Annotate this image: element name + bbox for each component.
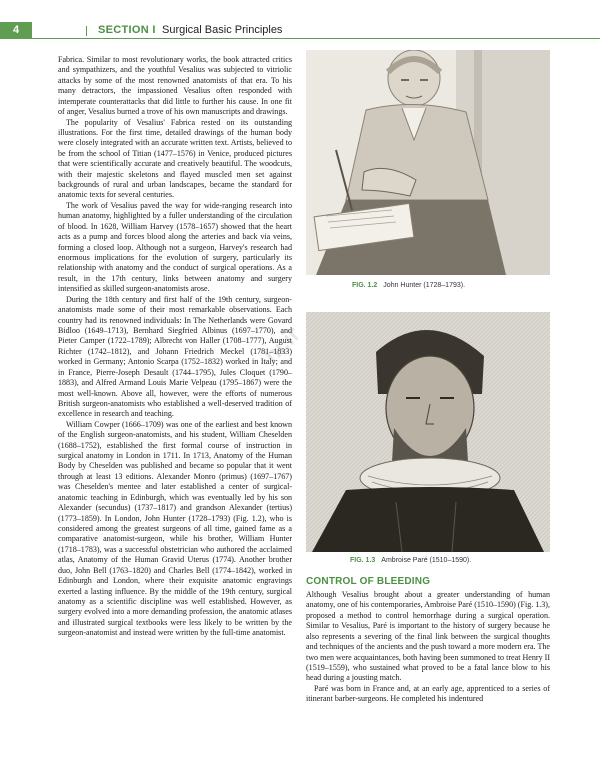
- figure-label: FIG. 1.3: [350, 557, 376, 564]
- figure-label: FIG. 1.2: [352, 282, 378, 289]
- paragraph: The popularity of Vesalius' Fabrica rested on its outstanding illustrations. For the first time, detailed drawings of the human body were closely integrated with an accurate written text. Artists, believed to be from the school of Titian (1477–1576) in Venice, produced pictures that were scientifically accurate and creatively beautiful. The woodcuts, with their majestic skeletons and flayed muscled men set against backgrounds of rural and urban landscapes, became the standard for anatomic texts for several centuries.: [58, 117, 292, 200]
- paragraph: William Cowper (1666–1709) was one of the earliest and best known of the English surgeon-anatomists, and his student, William Cheselden (1688–1752), established the first formal course of instruction in surgical anatomy in London in 1711. In 1713, Anatomy of the Human Body by Cheselden was published and became so popular that it went through at least 13 editions. Alexander Monro (primus) (1697–1767) was Cheselden's mentee and later established a center of surgical-anatomic teaching in Edinburgh, which was eventually led by his son Alexander (secundus) (1737–1817) and grandson Alexander (tertius) (1773–1859). In London, John Hunter (1728–1793) (Fig. 1.2), who is considered among the greatest surgeons of all time, gained fame as a comparative anatomist-surgeon, while his brother, William Hunter (1718–1783), was a successful obstetrician who authored the acclaimed atlas, Anatomy of the Human Gravid Uterus (1774). Another brother duo, John Bell (1763–1820) and Charles Bell (1774–1842), worked in Edinburgh and London, where their exquisite anatomic engravings exerted a lasting influence. By the middle of the 19th century, surgical anatomy as a scientific discipline was well established. However, as surgery evolved into a more demanding profession, the anatomic atlases and illustrated surgical textbooks were less likely to be written by the surgeon-anatomist and instead were written by the full-time anatomist.: [58, 419, 292, 638]
- header-divider: [86, 26, 87, 36]
- john-hunter-portrait: [306, 50, 550, 275]
- ambroise-pare-portrait: [306, 312, 550, 552]
- watermark: hi.ir: [258, 321, 305, 368]
- figure-caption: [350, 557, 471, 564]
- page-number: 4: [0, 22, 32, 39]
- section-label: SECTION I: [98, 24, 156, 36]
- section-subheading: CONTROL OF BLEEDING: [306, 576, 431, 587]
- paragraph: Although Vesalius brought about a greater understanding of human anatomy, one of his contemporaries, Ambroise Paré (1510–1590) (Fig. 1.3), proposed a method to control hemorrhage during a surgical operation. Similar to Vesalius, Paré is important to the history of surgery because he also represents a severing of the final link between the surgical thoughts and techniques of the ancients and the push toward a more modern era. The two men were acquaintances, both having been summoned to treat Henry II (1519–1559), who sustained what proved to be a fatal lance blow to his head during a jousting match.: [306, 590, 550, 683]
- paragraph: The work of Vesalius paved the way for wide-ranging research into human anatomy, highlighted by a fuller understanding of the circulation of blood. In 1628, William Harvey (1578–1657) showed that the heart acts as a pump and forces blood along the arteries and back via veins, forming a closed loop. Although not a surgeon, Harvey's research had enormous implications for the evolution of surgery, particularly its relationship with anatomy and the conduct of surgical operations. As a result, in the 17th century, links between anatomy and surgery intensified as skilled surgeon-anatomists arose.: [58, 200, 292, 294]
- right-column: [306, 590, 550, 705]
- figure-caption-text: John Hunter (1728–1793).: [383, 282, 466, 289]
- paragraph: Paré was born in France and, at an early age, apprenticed to a series of itinerant barber-surgeons. He completed his indentured: [306, 683, 550, 704]
- figure-caption-text: Ambroise Paré (1510–1590).: [381, 557, 472, 564]
- paragraph: During the 18th century and first half of the 19th century, surgeon-anatomists made some of their most remarkable observations. Each country had its renowned individuals: In The Netherlands were Govard Bidloo (1649–1713), Bernhard Siegfried Albinus (1697–1770), and Pieter Camper (1722–1789); Albrecht von Haller (1708–1777), August Richter (1742–1812), and Johann Friedrich Meckel (1781–1833) worked in Germany; Antonio Scarpa (1752–1832) worked in Italy; and in France, Pierre-Joseph Desault (1744–1795), Jules Cloquet (1790–1883), and Alfred Armand Louis Marie Velpeau (1795–1867) were the most well-known. Above all, however, were the efforts of numerous British surgeon-anatomists who established a well-deserved tradition of excellence in research and teaching.: [58, 294, 292, 419]
- paragraph: Fabrica. Similar to most revolutionary works, the book attracted critics and sympathizers, and the youthful Vesalius was subjected to vitriolic attacks by some of the most renowned anatomists of that era. To his many detractors, the impassioned Vesalius often responded with intemperate counterattacks that did little to further his cause. In one fit of anger, Vesalius burned a trove of his own manuscripts and drawings.: [58, 55, 292, 117]
- running-header: [0, 22, 600, 39]
- section-title: Surgical Basic Principles: [162, 24, 283, 36]
- figure-caption: [352, 282, 465, 289]
- left-column: [58, 55, 292, 639]
